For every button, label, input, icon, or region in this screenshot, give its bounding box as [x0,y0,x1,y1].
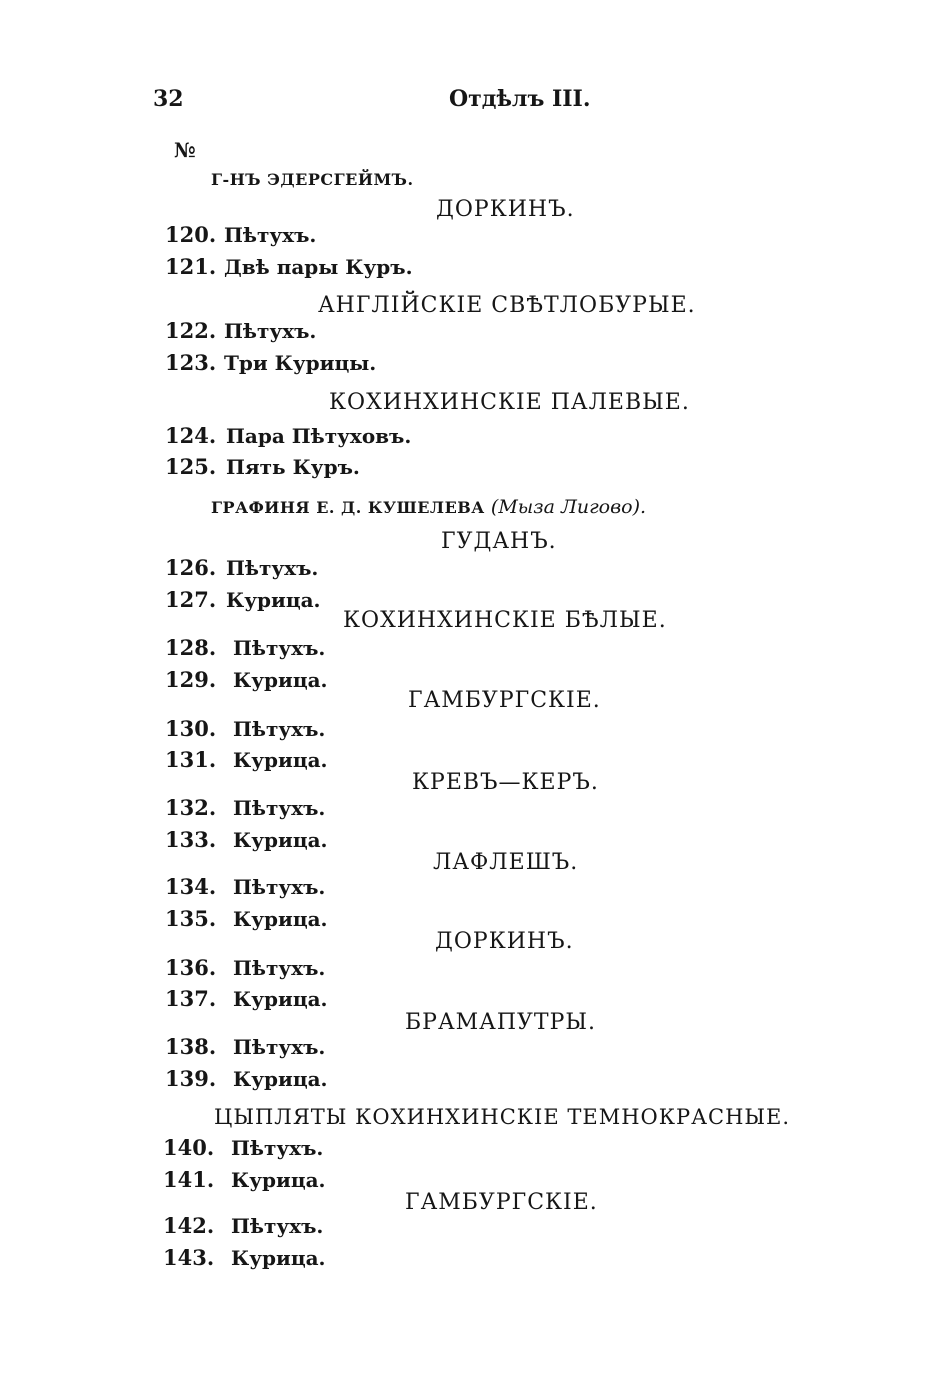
entry-number: 127. [165,587,217,612]
entry-text: Курица. [233,987,328,1011]
entry-number: 130. [165,716,217,741]
number-column-label: № [174,138,196,162]
entry-text: Курица. [233,1067,328,1091]
entry-text: Три Курицы. [224,351,377,375]
entry-text: Курица. [231,1246,326,1270]
entry-text: Курица. [233,748,328,772]
entry-text: Пѣтухъ. [233,875,326,899]
breed-heading: БРАМАПУТРЫ. [405,1010,597,1035]
entry-text: Курица. [231,1168,326,1192]
entry-number: 142. [163,1213,215,1238]
breed-heading: КОХИНХИНСКІЕ ПАЛЕВЫЕ. [329,390,690,415]
entry-number: 123. [165,350,217,375]
entry-number: 136. [165,955,217,980]
breed-heading: ДОРКИНЪ. [436,197,575,222]
entry-number: 135. [165,906,217,931]
running-title: Отдѣлъ III. [449,86,591,112]
breed-heading: ГАМБУРГСКІЕ. [408,688,601,713]
entry-text: Курица. [233,668,328,692]
entry-text: Пѣтухъ. [224,223,317,247]
breed-heading: ЛАФЛЕШЪ. [433,850,579,875]
breed-heading: КОХИНХИНСКІЕ БѢЛЫЕ. [343,608,667,633]
breed-heading: ДОРКИНЪ. [435,929,574,954]
breed-heading: ЦЫПЛЯТЫ КОХИНХИНСКІЕ ТЕМНОКРАСНЫЕ. [214,1105,791,1129]
entry-text: Пѣтухъ. [233,636,326,660]
owner-heading [211,170,414,189]
entry-number: 120. [165,222,217,247]
entry-number: 124. [165,423,217,448]
entry-number: 138. [165,1034,217,1059]
entry-number: 141. [163,1167,215,1192]
entry-number: 131. [165,747,217,772]
owner-heading [211,496,646,518]
owner-name: Г-НЪ ЭДЕРСГЕЙМЪ. [211,170,414,189]
breed-heading: ГАМБУРГСКІЕ. [405,1190,598,1215]
entry-number: 122. [165,318,217,343]
entry-number: 132. [165,795,217,820]
entry-number: 133. [165,827,217,852]
breed-heading: КРЕВЪ—КЕРЪ. [412,770,599,795]
entry-text: Пѣтухъ. [224,319,317,343]
entry-text: Двѣ пары Куръ. [224,255,413,279]
entry-number: 128. [165,635,217,660]
entry-text: Пара Пѣтуховъ. [226,424,412,448]
entry-number: 126. [165,555,217,580]
entry-text: Пять Куръ. [226,455,360,479]
breed-heading: АНГЛІЙСКІЕ СВѢТЛОБУРЫЕ. [318,293,696,318]
entry-number: 143. [163,1245,215,1270]
entry-number: 134. [165,874,217,899]
entry-number: 121. [165,254,217,279]
entry-text: Пѣтухъ. [233,717,326,741]
owner-name: ГРАФИНЯ Е. Д. КУШЕЛЕВА [211,498,485,517]
entry-text: Курица. [233,907,328,931]
entry-text: Пѣтухъ. [231,1136,324,1160]
entry-text: Курица. [233,828,328,852]
entry-text: Пѣтухъ. [233,956,326,980]
entry-text: Курица. [226,588,321,612]
owner-location: (Мыза Лигово). [490,496,647,518]
entry-number: 129. [165,667,217,692]
breed-heading: ГУДАНЪ. [441,529,557,554]
entry-number: 137. [165,986,217,1011]
entry-text: Пѣтухъ. [233,796,326,820]
entry-number: 139. [165,1066,217,1091]
entry-number: 140. [163,1135,215,1160]
entry-text: Пѣтухъ. [233,1035,326,1059]
entry-text: Пѣтухъ. [226,556,319,580]
entry-number: 125. [165,454,217,479]
page-number: 32 [153,86,184,112]
entry-text: Пѣтухъ. [231,1214,324,1238]
